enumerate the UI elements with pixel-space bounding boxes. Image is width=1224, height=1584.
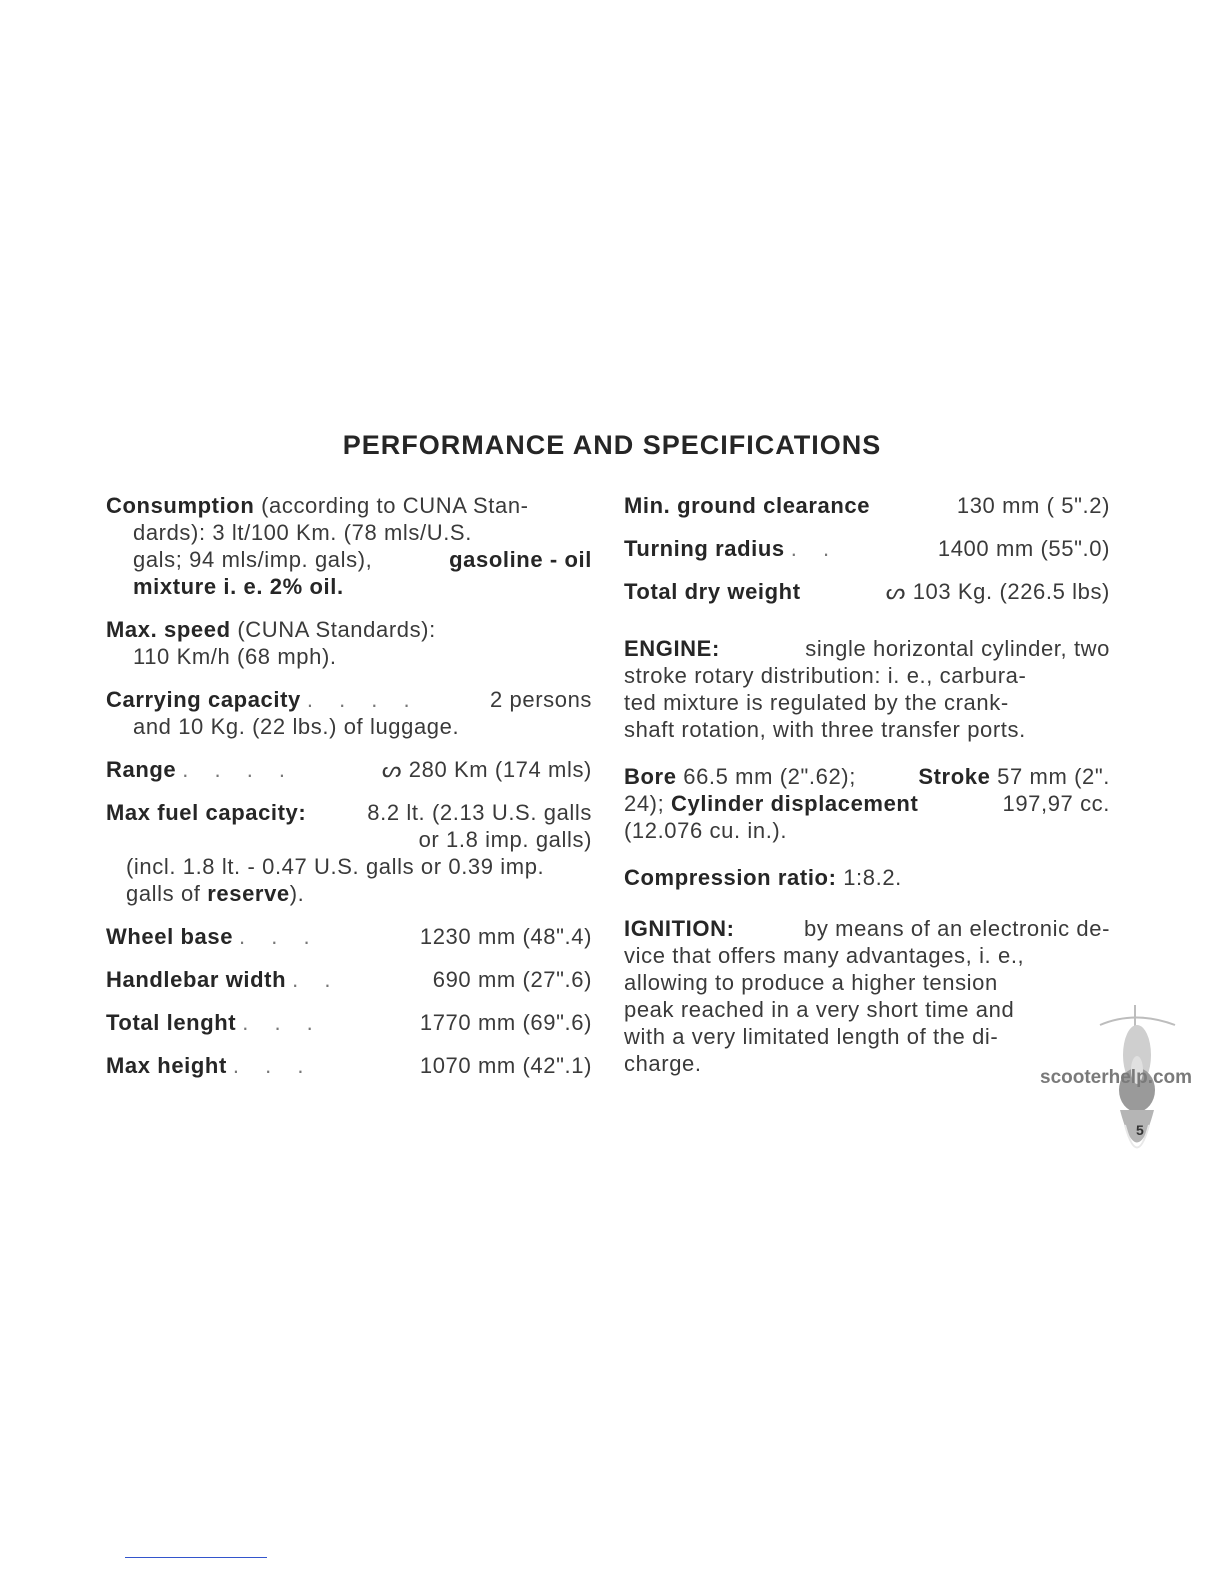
consumption-label: Consumption bbox=[106, 493, 255, 518]
ignition-spec bbox=[624, 915, 1110, 1077]
engine-line1: single horizontal cylinder, two bbox=[805, 636, 1110, 661]
engine-line3: ted mixture is regulated by the crank- bbox=[624, 690, 1009, 715]
right-column bbox=[624, 492, 1110, 1093]
engine-line4: shaft rotation, with three transfer ports. bbox=[624, 717, 1026, 742]
max-speed-spec bbox=[106, 616, 592, 670]
page-title: PERFORMANCE AND SPECIFICATIONS bbox=[342, 430, 882, 460]
compression-label: Compression ratio: bbox=[624, 865, 837, 890]
consumption-spec bbox=[106, 492, 592, 600]
fuel-capacity-spec bbox=[106, 799, 592, 907]
consumption-line3-bold: gasoline - oil bbox=[449, 547, 592, 572]
stroke-label: Stroke bbox=[918, 764, 991, 789]
ignition-line4: peak reached in a very short time and bbox=[624, 997, 1015, 1022]
displacement-label: Cylinder displacement bbox=[671, 791, 919, 816]
fuel-line1: 8.2 lt. (2.13 U.S. galls bbox=[367, 800, 592, 825]
fuel-line3: (incl. 1.8 lt. - 0.47 U.S. galls or 0.39 imp. bbox=[126, 854, 545, 879]
stroke-value: 57 mm (2". bbox=[997, 764, 1110, 789]
max-height-dots: . . . bbox=[232, 1053, 314, 1078]
max-speed-label: Max. speed bbox=[106, 617, 231, 642]
ignition-line2: vice that offers many advantages, i. e., bbox=[624, 943, 1025, 968]
wheel-base-spec bbox=[106, 923, 592, 950]
carrying-capacity-spec bbox=[106, 686, 592, 740]
engine-spec bbox=[624, 635, 1110, 743]
bore-value: 66.5 mm (2".62); bbox=[683, 764, 856, 789]
consumption-line3: gals; 94 mls/imp. gals), bbox=[133, 547, 373, 572]
footnote-rule bbox=[125, 1557, 267, 1558]
engine-label: ENGINE: bbox=[624, 636, 720, 661]
handlebar-spec bbox=[106, 966, 592, 993]
fuel-label: Max fuel capacity: bbox=[106, 800, 307, 825]
carrying-line2: and 10 Kg. (22 lbs.) of luggage. bbox=[133, 714, 460, 739]
max-height-value: 1070 mm (42".1) bbox=[419, 1053, 592, 1078]
compression-spec bbox=[624, 864, 1110, 891]
ground-clearance-spec bbox=[624, 492, 1110, 519]
turning-label: Turning radius bbox=[624, 536, 785, 561]
ground-value: 130 mm ( 5".2) bbox=[956, 493, 1110, 518]
max-height-label: Max height bbox=[106, 1053, 227, 1078]
bore-label: Bore bbox=[624, 764, 677, 789]
ignition-line6: charge. bbox=[624, 1051, 702, 1076]
fuel-line4: galls of bbox=[126, 881, 201, 906]
displacement-value: 197,97 cc. bbox=[1002, 791, 1110, 816]
compression-value: 1:8.2. bbox=[843, 865, 902, 890]
bore-stroke-spec bbox=[624, 763, 1110, 844]
dry-weight-spec bbox=[624, 578, 1110, 605]
page-number: 5 bbox=[1136, 1122, 1144, 1138]
ignition-line1: by means of an electronic de- bbox=[804, 916, 1110, 941]
bore-line3: (12.076 cu. in.). bbox=[624, 818, 788, 843]
ignition-label: IGNITION: bbox=[624, 916, 735, 941]
left-column bbox=[106, 492, 592, 1095]
range-spec bbox=[106, 756, 592, 783]
handlebar-value: 690 mm (27".6) bbox=[432, 967, 592, 992]
handlebar-label: Handlebar width bbox=[106, 967, 287, 992]
fuel-reserve: reserve bbox=[207, 881, 290, 906]
watermark bbox=[1040, 985, 1210, 1185]
range-label: Range bbox=[106, 757, 177, 782]
handlebar-dots: . . bbox=[292, 967, 341, 992]
wheel-base-label: Wheel base bbox=[106, 924, 234, 949]
total-length-label: Total lenght bbox=[106, 1010, 237, 1035]
max-speed-line1: (CUNA Standards): bbox=[237, 617, 436, 642]
watermark-text: scooterhelp.com bbox=[1040, 1067, 1193, 1088]
consumption-line4: mixture i. e. 2% oil. bbox=[133, 574, 344, 599]
weight-value: ᔕ 103 Kg. (226.5 lbs) bbox=[885, 579, 1110, 604]
consumption-line1: (according to CUNA Stan- bbox=[261, 493, 529, 518]
total-length-spec bbox=[106, 1009, 592, 1036]
carrying-label: Carrying capacity bbox=[106, 687, 301, 712]
wheel-base-dots: . . . bbox=[239, 924, 320, 949]
fuel-line2: or 1.8 imp. galls) bbox=[418, 827, 592, 852]
bore-line2: 24); bbox=[624, 791, 665, 816]
fuel-line4-end: ). bbox=[289, 881, 305, 906]
wheel-base-value: 1230 mm (48".4) bbox=[419, 924, 592, 949]
turning-dots: . . bbox=[790, 536, 840, 561]
engine-line2: stroke rotary distribution: i. e., carbura- bbox=[624, 663, 1027, 688]
max-height-spec bbox=[106, 1052, 592, 1079]
weight-label: Total dry weight bbox=[624, 579, 801, 604]
range-dots: . . . . bbox=[182, 757, 296, 782]
total-length-dots: . . . bbox=[242, 1010, 323, 1035]
ignition-line5: with a very limitated length of the di- bbox=[624, 1024, 999, 1049]
turning-value: 1400 mm (55".0) bbox=[937, 536, 1110, 561]
turning-radius-spec bbox=[624, 535, 1110, 562]
ignition-line3: allowing to produce a higher tension bbox=[624, 970, 998, 995]
total-length-value: 1770 mm (69".6) bbox=[419, 1010, 592, 1035]
carrying-value: 2 persons bbox=[489, 687, 592, 712]
ground-label: Min. ground clearance bbox=[624, 493, 871, 518]
consumption-line2: dards): 3 lt/100 Km. (78 mls/U.S. bbox=[133, 520, 472, 545]
max-speed-line2: 110 Km/h (68 mph). bbox=[133, 644, 337, 669]
range-value: ᔕ 280 Km (174 mls) bbox=[381, 757, 592, 782]
carrying-dots: . . . . bbox=[306, 687, 420, 712]
